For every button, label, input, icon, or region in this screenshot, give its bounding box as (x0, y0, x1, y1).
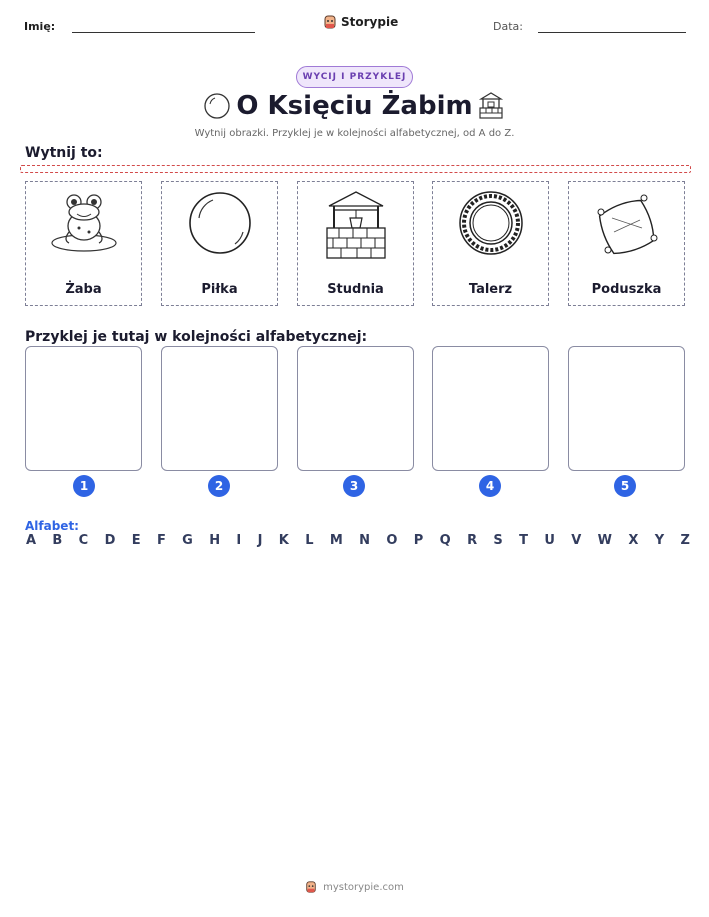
date-line[interactable] (538, 32, 686, 33)
alphabet-letter: B (52, 533, 63, 548)
paste-slot-3[interactable] (297, 346, 414, 471)
alphabet-letter: V (571, 533, 582, 548)
paste-heading: Przyklej je tutaj w kolejności alfabetycznej: (25, 329, 368, 345)
alphabet-letter: M (329, 533, 343, 548)
card-label: Żaba (65, 282, 102, 297)
brand-logo (323, 14, 398, 30)
alphabet-letter: K (278, 533, 289, 548)
cut-heading: Wytnij to: (25, 145, 103, 161)
pillow-icon (592, 188, 662, 258)
alphabet-letter: W (597, 533, 613, 548)
cut-line (20, 165, 691, 173)
ball-icon (185, 188, 255, 258)
page-title: O Księciu Żabim (236, 91, 473, 121)
alphabet-letter: P (413, 533, 424, 548)
slot-number-3: 3 (343, 475, 365, 497)
alphabet-letter: N (359, 533, 371, 548)
slot-number-4: 4 (479, 475, 501, 497)
date-label: Data: (493, 20, 523, 33)
paste-slot-1[interactable] (25, 346, 142, 471)
alphabet-letter: X (628, 533, 639, 548)
plate-icon (456, 188, 526, 258)
alphabet-letter: J (257, 533, 263, 548)
alphabet-letter: G (182, 533, 193, 548)
alphabet-letter: F (156, 533, 166, 548)
alphabet-letter: R (467, 533, 478, 548)
activity-badge: WYCIJ I PRZYKLEJ (296, 66, 413, 88)
paste-slot-4[interactable] (432, 346, 549, 471)
alphabet-row (26, 533, 690, 548)
alphabet-letter: Q (439, 533, 451, 548)
alphabet-letter: C (78, 533, 89, 548)
alphabet-letter: Y (654, 533, 665, 548)
well-icon (321, 188, 391, 260)
cut-card-talerz[interactable] (432, 181, 549, 306)
alphabet-letter: L (305, 533, 314, 548)
alphabet-letter: D (104, 533, 116, 548)
alphabet-letter: U (544, 533, 555, 548)
alphabet-letter: A (26, 533, 37, 548)
card-label: Studnia (327, 282, 384, 297)
card-label: Talerz (468, 282, 513, 297)
alphabet-letter: Z (680, 533, 690, 548)
cut-card-zaba[interactable] (25, 181, 142, 306)
storypie-mascot-icon (305, 880, 317, 894)
name-line[interactable] (72, 32, 255, 33)
alphabet-letter: T (519, 533, 529, 548)
frog-icon (49, 188, 119, 258)
paste-slot-2[interactable] (161, 346, 278, 471)
alphabet-letter: S (493, 533, 503, 548)
cut-card-poduszka[interactable] (568, 181, 685, 306)
slot-number-5: 5 (614, 475, 636, 497)
cut-card-pilka[interactable] (161, 181, 278, 306)
alphabet-letter: I (236, 533, 242, 548)
brand-name: Storypie (341, 15, 399, 29)
alphabet-letter: O (386, 533, 398, 548)
name-label: Imię: (24, 20, 56, 33)
alphabet-letter: H (209, 533, 221, 548)
alphabet-letter: E (131, 533, 141, 548)
storypie-mascot-icon (323, 14, 337, 30)
alphabet-title: Alfabet: (25, 519, 79, 533)
instructions: Wytnij obrazki. Przyklej je w kolejności alfabetycznej, od A do Z. (194, 128, 515, 139)
slot-number-2: 2 (208, 475, 230, 497)
cut-card-studnia[interactable] (297, 181, 414, 306)
paste-slot-5[interactable] (568, 346, 685, 471)
card-label: Piłka (201, 282, 238, 297)
card-label: Poduszka (591, 282, 662, 297)
well-title-icon (477, 90, 505, 120)
slot-number-1: 1 (73, 475, 95, 497)
footer-site[interactable]: mystorypie.com (323, 881, 404, 893)
footer (0, 880, 709, 894)
